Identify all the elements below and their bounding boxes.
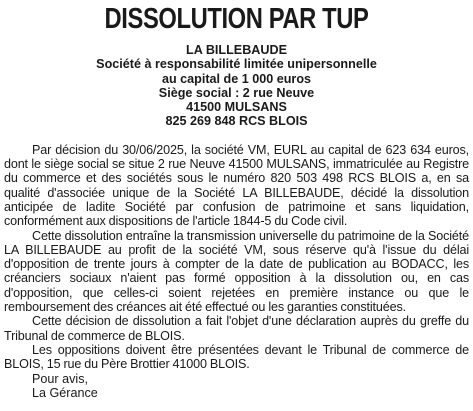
closing-signatory: La Gérance <box>32 385 98 400</box>
company-name: LA BILLEBAUDE <box>186 43 287 57</box>
closing-salutation: Pour avis, <box>32 371 88 386</box>
closing <box>32 372 469 401</box>
paragraph-transmission: Cette dissolution entraîne la transmission universelle du patrimoine de la Société LA BILLEBAUDE au profit de la société VM, sous réserve qu'à l'issue du délai d'opposition de trente jours à compter de la date de publication au BODACC, les créanciers sociaux n'aient pas formé opposition à la dissolution ou, en cas d'opposition, que celles-ci soient rejetées en première instance ou que le remboursement des créances ait été effectué ou les garanties constituées. <box>4 228 469 315</box>
company-header <box>4 43 469 129</box>
paragraph-decision: Par décision du 30/06/2025, la société VM, EURL au capital de 623 634 euros, dont le siège social se situe 2 rue Neuve 41500 MULSANS, immatriculée au Registre du commerce et des sociétés sous le numéro 820 503 498 RCS BLOIS a, en sa qualité d'associée unique de la Société LA BILLEBAUDE, décidé la dissolution anticipée de ladite Société par confusion de patrimoine et sans liquidation, conformément aux dispositions de l'article 1844-5 du Code civil. <box>4 142 469 229</box>
paragraph-declaration: Cette décision de dissolution a fait l'objet d'une déclaration auprès du greffe du Tribunal de commerce de BLOIS. <box>4 314 469 343</box>
legal-notice <box>4 4 469 400</box>
company-rcs: 825 269 848 RCS BLOIS <box>165 114 308 129</box>
company-capital: au capital de 1 000 euros <box>161 71 312 86</box>
company-seat: Siège social : 2 rue Neuve <box>158 85 315 100</box>
company-postcode-city: 41500 MULSANS <box>186 100 287 115</box>
notice-body <box>4 143 469 372</box>
paragraph-oppositions: Les oppositions doivent être présentées devant le Tribunal de commerce de BLOIS, 15 rue du Père Brottier 41000 BLOIS. <box>4 342 469 372</box>
notice-title: DISSOLUTION PAR TUP <box>104 3 369 35</box>
company-form: Société à responsabilité limitée unipersonnelle <box>96 57 377 72</box>
